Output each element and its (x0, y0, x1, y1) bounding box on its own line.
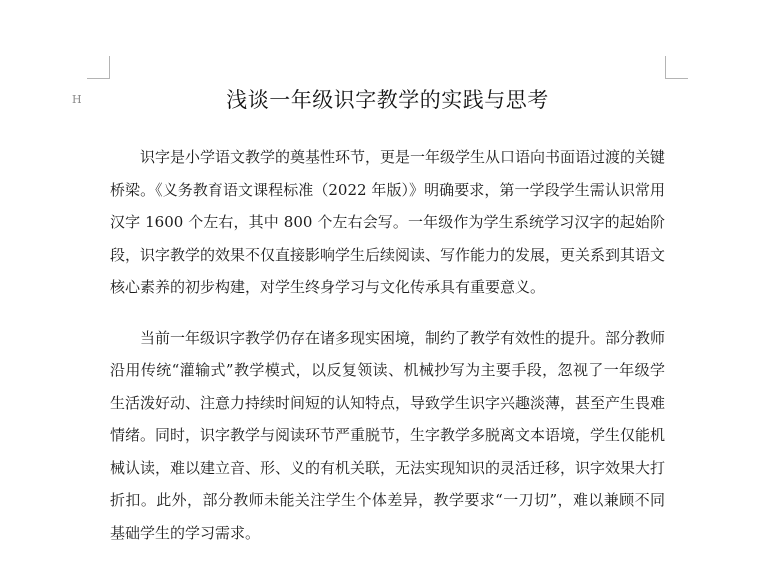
heading-style-marker: H (72, 93, 82, 106)
document-body[interactable] (110, 141, 665, 567)
crop-mark-top-right (665, 56, 688, 79)
paragraph-1[interactable]: 识字是小学语文教学的奠基性环节，更是一年级学生从口语向书面语过渡的关键桥梁。《义务教育语文课程标准（2022 年版）》明确要求，第一学段学生需认识常用汉字 1600 个左右，其中 800 个左右会写。一年级作为学生系统学习汉字的起始阶段，识字教学的效果不仅直接影响学生后续阅读、写作能力的发展，更关系到其语文核心素养的初步构建，对学生终身学习与文化传承具有重要意义。 (110, 148, 666, 296)
crop-mark-top-left (87, 56, 110, 79)
paragraph-2[interactable]: 当前一年级识字教学仍存在诸多现实困境，制约了教学有效性的提升。部分教师沿用传统“灌输式”教学模式，以反复领读、机械抄写为主要手段，忽视了一年级学生活泼好动、注意力持续时间短的认知特点，导致学生识字兴趣淡薄，甚至产生畏难情绪。同时，识字教学与阅读环节严重脱节，生字教学多脱离文本语境，学生仅能机械认读，难以建立音、形、义的有机关联，无法实现知识的灵活迁移，识字效果大打折扣。此外，部分教师未能关注学生个体差异，教学要求“一刀切”，难以兼顾不同基础学生的学习需求。 (110, 328, 666, 542)
document-title[interactable]: 浅谈一年级识字教学的实践与思考 (226, 88, 549, 112)
